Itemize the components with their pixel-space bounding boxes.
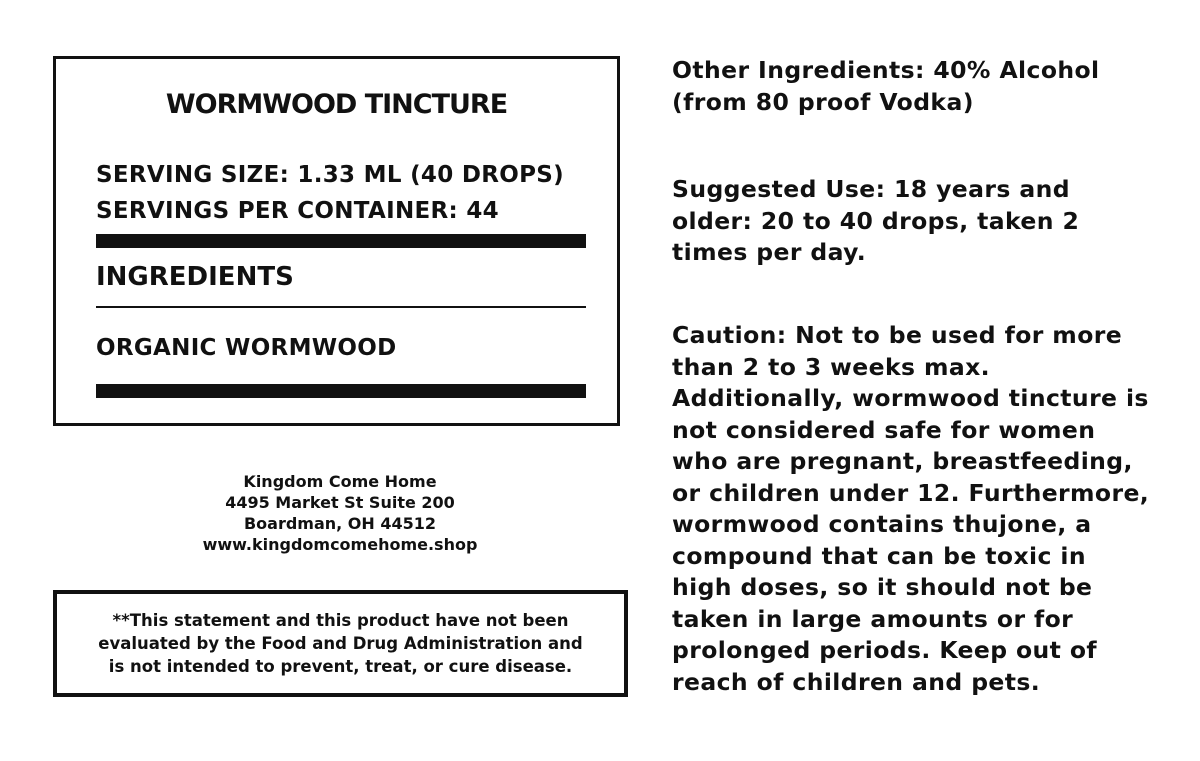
company-address: [140, 471, 540, 555]
text-line: Additionally, wormwood tincture is: [672, 384, 1149, 412]
disclaimer-line: is not intended to prevent, treat, or cure disease.: [108, 657, 573, 676]
caution-statement: [672, 320, 1172, 698]
text-line: Other Ingredients: 40% Alcohol: [672, 56, 1100, 84]
text-line: reach of children and pets.: [672, 667, 1041, 696]
text-line: Caution: Not to be used for more: [672, 321, 1123, 349]
company-name: Kingdom Come Home: [243, 472, 437, 491]
supplement-facts-box: [53, 56, 620, 426]
divider-line: [96, 306, 586, 308]
ingredients-heading: INGREDIENTS: [96, 262, 294, 292]
text-line: not considered safe for women: [672, 415, 1096, 444]
disclaimer-line: evaluated by the Food and Drug Administration and: [98, 634, 583, 653]
servings-per-container: SERVINGS PER CONTAINER: 44: [96, 198, 499, 224]
text-line: taken in large amounts or for: [672, 604, 1074, 633]
serving-size: SERVING SIZE: 1.33 ML (40 DROPS): [96, 162, 564, 188]
text-line: than 2 to 3 weeks max.: [672, 352, 990, 381]
divider-bar: [96, 234, 586, 248]
text-line: prolonged periods. Keep out of: [672, 636, 1098, 664]
other-ingredients: [672, 55, 1172, 118]
divider-bar: [96, 384, 586, 398]
fda-disclaimer-box: [53, 590, 628, 697]
text-line: Suggested Use: 18 years and: [672, 175, 1070, 203]
fda-disclaimer: [82, 609, 598, 678]
ingredient-item: ORGANIC WORMWOOD: [96, 335, 397, 361]
text-line: or children under 12. Furthermore,: [672, 478, 1150, 507]
company-city: Boardman, OH 44512: [243, 514, 437, 533]
suggested-use: [672, 174, 1172, 269]
disclaimer-line: **This statement and this product have not been: [112, 611, 569, 630]
text-line: high doses, so it should not be: [672, 573, 1093, 601]
text-line: wormwood contains thujone, a: [672, 510, 1092, 538]
text-line: (from 80 proof Vodka): [672, 87, 974, 116]
product-title: WORMWOOD TINCTURE: [165, 89, 508, 120]
text-line: compound that can be toxic in: [672, 541, 1086, 570]
text-line: who are pregnant, breastfeeding,: [672, 447, 1133, 475]
text-line: older: 20 to 40 drops, taken 2: [672, 206, 1080, 235]
company-street: 4495 Market St Suite 200: [225, 493, 455, 512]
text-line: times per day.: [672, 238, 867, 266]
company-website: www.kingdomcomehome.shop: [202, 535, 478, 554]
